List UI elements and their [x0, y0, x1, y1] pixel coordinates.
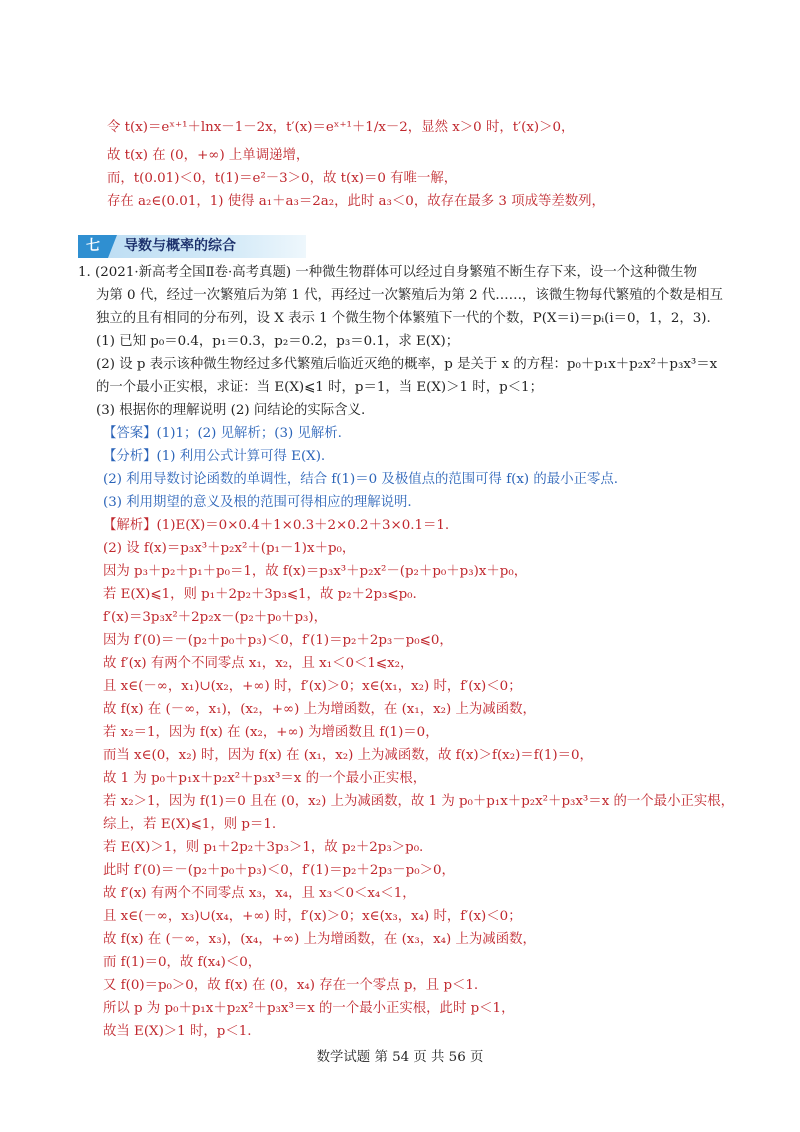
solution-line-6: 因为 f′(0)＝－(p₂＋p₀＋p₃)＜0，f′(1)＝p₂＋2p₃－p₀⩽0，	[103, 633, 453, 648]
solution-line-19: 故 f(x) 在 (－∞，x₃)，(x₄，+∞) 上为增函数，在 (x₃，x₄) 上为减函数，	[103, 932, 536, 947]
analysis-line-3: (3) 利用期望的意义及根的范围可得相应的理解说明.	[103, 495, 412, 510]
problem-line-5: (2) 设 p 表示该种微生物经过多代繁殖后临近灭绝的概率，p 是关于 x 的方程：p₀＋p₁x＋p₂x²＋p₃x³＝x	[96, 357, 718, 372]
solution-line-18: 且 x∈(－∞，x₃)∪(x₄，+∞) 时，f′(x)＞0；x∈(x₃，x₄) 时，f′(x)＜0；	[103, 909, 522, 924]
solution-line-17: 故 f′(x) 有两个不同零点 x₃，x₄，且 x₃＜0＜x₄＜1，	[103, 886, 416, 901]
solution-line-9: 故 f(x) 在 (－∞，x₁)，(x₂，+∞) 上为增函数，在 (x₁，x₂) 上为减函数，	[103, 702, 536, 717]
page-footer: 数学试题 第 54 页 共 56 页	[316, 1050, 484, 1065]
analysis-line-1: 【分析】(1) 利用公式计算可得 E(X).	[103, 449, 326, 464]
problem-line-2: 为第 0 代，经过一次繁殖后为第 1 代，再经过一次繁殖后为第 2 代……，该微生物每代繁殖的个数是相互	[96, 288, 723, 303]
solution-line-7: 故 f′(x) 有两个不同零点 x₁，x₂，且 x₁＜0＜1⩽x₂，	[103, 656, 414, 671]
pre-line-1: 令 t(x)＝eˣ⁺¹＋lnx－1－2x，t′(x)＝eˣ⁺¹＋1/x－2，显然 x＞0 时，t′(x)＞0，	[107, 120, 575, 135]
answer-line: 【答案】(1)1；(2) 见解析；(3) 见解析.	[103, 426, 342, 441]
solution-line-15: 若 E(X)＞1，则 p₁＋2p₂＋3p₃＞1，故 p₂＋2p₃＞p₀.	[103, 840, 424, 855]
pre-line-3: 而，t(0.01)＜0，t(1)＝e²－3＞0，故 t(x)＝0 有唯一解，	[107, 171, 458, 186]
section-number: 七	[78, 235, 108, 258]
solution-line-11: 而当 x∈(0，x₂) 时，因为 f(x) 在 (x₁，x₂) 上为减函数，故 f(x)＞f(x₂)＝f(1)＝0，	[103, 748, 593, 763]
section-number-tab	[108, 235, 117, 258]
problem-line-3: 独立的且有相同的分布列，设 X 表示 1 个微生物个体繁殖下一代的个数，P(X＝i)＝pᵢ(i＝0，1，2，3).	[96, 311, 711, 326]
problem-line-7: (3) 根据你的理解说明 (2) 问结论的实际含义.	[96, 403, 366, 418]
problem-line-4: (1) 已知 p₀＝0.4，p₁＝0.3，p₂＝0.2，p₃＝0.1，求 E(X)；	[96, 334, 460, 349]
solution-line-12: 故 1 为 p₀＋p₁x＋p₂x²＋p₃x³＝x 的一个最小正实根，	[103, 771, 427, 786]
section-title: 导数与概率的综合	[124, 238, 236, 254]
solution-line-2: (2) 设 f(x)＝p₃x³＋p₂x²＋(p₁－1)x＋p₀，	[103, 541, 356, 556]
pre-line-2: 故 t(x) 在 (0，+∞) 上单调递增，	[107, 148, 310, 163]
solution-line-23: 故当 E(X)＞1 时，p＜1.	[103, 1024, 252, 1039]
solution-line-20: 而 f(1)＝0，故 f(x₄)＜0，	[103, 955, 262, 970]
solution-line-16: 此时 f′(0)＝－(p₂＋p₀＋p₃)＜0，f′(1)＝p₂＋2p₃－p₀＞0，	[103, 863, 455, 878]
solution-line-3: 因为 p₃＋p₂＋p₁＋p₀＝1，故 f(x)＝p₃x³＋p₂x²－(p₂＋p₀＋p₃)x＋p₀，	[103, 564, 528, 579]
solution-line-5: f′(x)＝3p₃x²＋2p₂x－(p₂＋p₀＋p₃)，	[103, 610, 327, 625]
solution-line-14: 综上，若 E(X)⩽1，则 p＝1.	[103, 817, 277, 832]
solution-line-10: 若 x₂＝1，因为 f(x) 在 (x₂，+∞) 为增函数且 f(1)＝0，	[103, 725, 439, 740]
solution-line-13: 若 x₂＞1，因为 f(1)＝0 且在 (0，x₂) 上为减函数，故 1 为 p₀＋p₁x＋p₂x²＋p₃x³＝x 的一个最小正实根，	[103, 794, 735, 809]
solution-line-8: 且 x∈(－∞，x₁)∪(x₂，+∞) 时，f′(x)＞0；x∈(x₁，x₂) 时，f′(x)＜0；	[103, 679, 522, 694]
solution-line-22: 所以 p 为 p₀＋p₁x＋p₂x²＋p₃x³＝x 的一个最小正实根，此时 p＜1，	[103, 1001, 515, 1016]
solution-line-21: 又 f(0)＝p₀＞0，故 f(x) 在 (0，x₄) 存在一个零点 p，且 p＜1.	[103, 978, 479, 993]
problem-line-1: 1. (2021·新高考全国Ⅱ卷·高考真题) 一种微生物群体可以经过自身繁殖不断生存下来，设一个这种微生物	[78, 265, 698, 280]
pre-line-4: 存在 a₂∈(0.01，1) 使得 a₁＋a₃＝2a₂，此时 a₃＜0，故存在最多 3 项成等差数列，	[107, 194, 605, 209]
analysis-line-2: (2) 利用导数讨论函数的单调性，结合 f(1)＝0 及极值点的范围可得 f(x) 的最小正零点.	[103, 472, 619, 487]
solution-line-4: 若 E(X)⩽1，则 p₁＋2p₂＋3p₃⩽1，故 p₂＋2p₃⩽p₀.	[103, 587, 417, 602]
solution-line-1: 【解析】(1)E(X)＝0×0.4＋1×0.3＋2×0.2＋3×0.1＝1.	[103, 518, 450, 533]
problem-line-6: 的一个最小正实根，求证：当 E(X)⩽1 时，p＝1，当 E(X)＞1 时，p＜1；	[96, 380, 543, 395]
